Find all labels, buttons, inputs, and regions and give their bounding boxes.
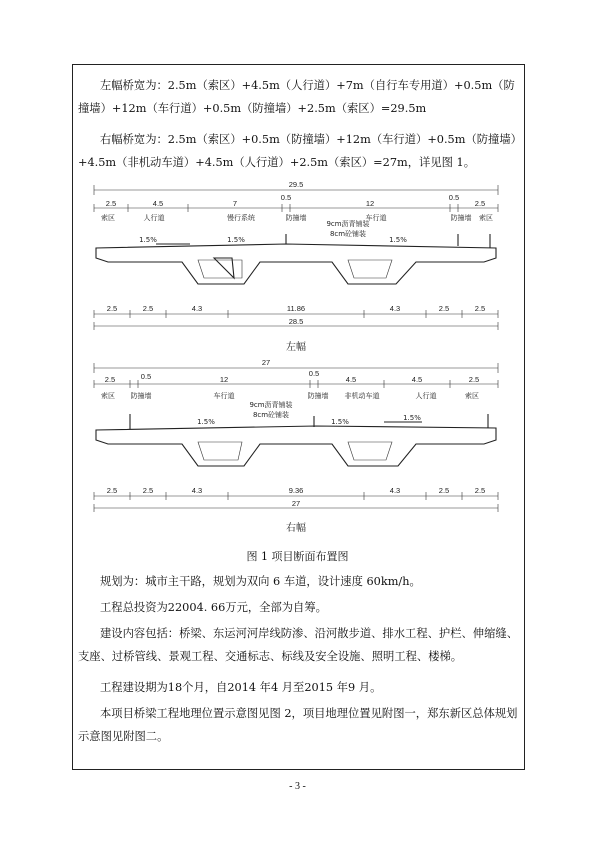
left-bottom-dim-2: 4.3 <box>191 304 203 313</box>
left-dim-2: 7 <box>232 199 238 208</box>
left-name-2: 慢行系统 <box>227 214 255 222</box>
left-width-paragraph: 左幅桥宽为：2.5m（索区）+4.5m（人行道）+7m（自行车专用道）+0.5m（防撞墙）+12m（车行道）+0.5m（防撞墙）+2.5m（索区）=29.5m <box>78 79 515 115</box>
right-dim-0: 2.5 <box>104 375 116 384</box>
contents-paragraph: 建设内容包括：桥梁、东运河河岸线防渗、沿河散步道、排水工程、护栏、伸缩缝、支座、过桥管线、景观工程、交通标志、标线及安全设施、照明工程、楼梯。 <box>78 627 518 663</box>
right-dim-3: 0.5 <box>308 369 320 378</box>
right-total-dim: 27 <box>261 358 271 367</box>
left-name-0: 索区 <box>101 214 115 222</box>
left-name-6: 索区 <box>479 214 493 222</box>
right-dim-6: 2.5 <box>468 375 480 384</box>
page-number: - 3 - <box>289 781 306 792</box>
left-dim-0: 2.5 <box>105 199 117 208</box>
right-name-5: 人行道 <box>415 392 437 400</box>
right-dim-1: 0.5 <box>140 372 152 381</box>
right-bottom-dim-4: 4.3 <box>389 486 401 495</box>
right-dim-2: 12 <box>219 375 229 384</box>
right-slope-m: 1.5% <box>331 418 349 426</box>
left-bottom-dim-4: 4.3 <box>389 304 401 313</box>
left-bottom-dim-0: 2.5 <box>106 304 118 313</box>
left-bottom-dim-1: 2.5 <box>142 304 154 313</box>
left-name-5: 防撞墙 <box>450 214 472 222</box>
right-bottom-dim-5: 2.5 <box>438 486 450 495</box>
left-dim-1: 4.5 <box>152 199 164 208</box>
left-bottom-dim-5: 2.5 <box>438 304 450 313</box>
left-name-1: 人行道 <box>143 214 165 222</box>
left-bottom-total: 28.5 <box>288 317 304 326</box>
left-bottom-dim-6: 2.5 <box>474 304 486 313</box>
left-bottom-dim-3: 11.86 <box>286 304 306 313</box>
right-label: 右幅 <box>286 523 306 534</box>
left-dim-3: 0.5 <box>280 193 292 202</box>
planning-paragraph: 规划为：城市主干路，规划为双向 6 车道，设计速度 60km/h。 <box>100 575 421 588</box>
figure-caption: 图 1 项目断面布置图 <box>246 550 349 563</box>
left-slope-r: 1.5% <box>389 236 407 244</box>
left-dim-5: 0.5 <box>448 193 460 202</box>
left-dim-6: 2.5 <box>474 199 486 208</box>
left-pave-1: 9cm沥青铺装 <box>326 220 370 228</box>
right-pave-1: 9cm沥青铺装 <box>249 401 293 409</box>
right-pave-2: 8cm砼铺装 <box>252 411 290 419</box>
right-bottom-dim-2: 4.3 <box>191 486 203 495</box>
left-name-4: 车行道 <box>365 214 387 222</box>
right-bottom-dim-1: 2.5 <box>142 486 154 495</box>
left-name-3: 防撞墙 <box>285 214 307 222</box>
right-bottom-dim-3: 9.36 <box>288 486 304 495</box>
right-slope-l: 1.5% <box>197 418 215 426</box>
left-pave-2: 8cm砼铺装 <box>329 230 367 238</box>
period-paragraph: 工程建设期为18个月，自2014 年4 月至2015 年9 月。 <box>100 681 382 694</box>
right-dim-4: 4.5 <box>345 375 357 384</box>
location-paragraph: 本项目桥梁工程地理位置示意图见图 2，项目地理位置见附图一，郑东新区总体规划示意图见附图二。 <box>78 707 518 743</box>
left-slope-m: 1.5% <box>227 236 245 244</box>
right-name-4: 非机动车道 <box>344 392 380 400</box>
right-width-paragraph: 右幅桥宽为：2.5m（索区）+0.5m（防撞墙）+12m（车行道）+0.5m（防撞墙）+4.5m（非机动车道）+4.5m（人行道）+2.5m（索区）=27m，详见图 1。 <box>78 133 517 169</box>
right-dim-5: 4.5 <box>411 375 423 384</box>
left-label: 左幅 <box>286 342 306 353</box>
right-slope-r: 1.5% <box>403 414 421 422</box>
left-dim-4: 12 <box>365 199 375 208</box>
left-slope-l: 1.5% <box>139 236 157 244</box>
bridge-section-drawing <box>86 178 508 534</box>
right-name-3: 防撞墙 <box>307 392 329 400</box>
investment-paragraph: 工程总投资为22004. 66万元，全部为自筹。 <box>100 601 327 614</box>
right-name-6: 索区 <box>465 392 479 400</box>
right-bottom-dim-0: 2.5 <box>106 486 118 495</box>
right-name-1: 防撞墙 <box>130 392 152 400</box>
right-name-2: 车行道 <box>213 392 235 400</box>
left-total-dim: 29.5 <box>288 180 304 189</box>
right-bottom-dim-6: 2.5 <box>474 486 486 495</box>
right-name-0: 索区 <box>101 392 115 400</box>
right-bottom-total: 27 <box>291 499 301 508</box>
